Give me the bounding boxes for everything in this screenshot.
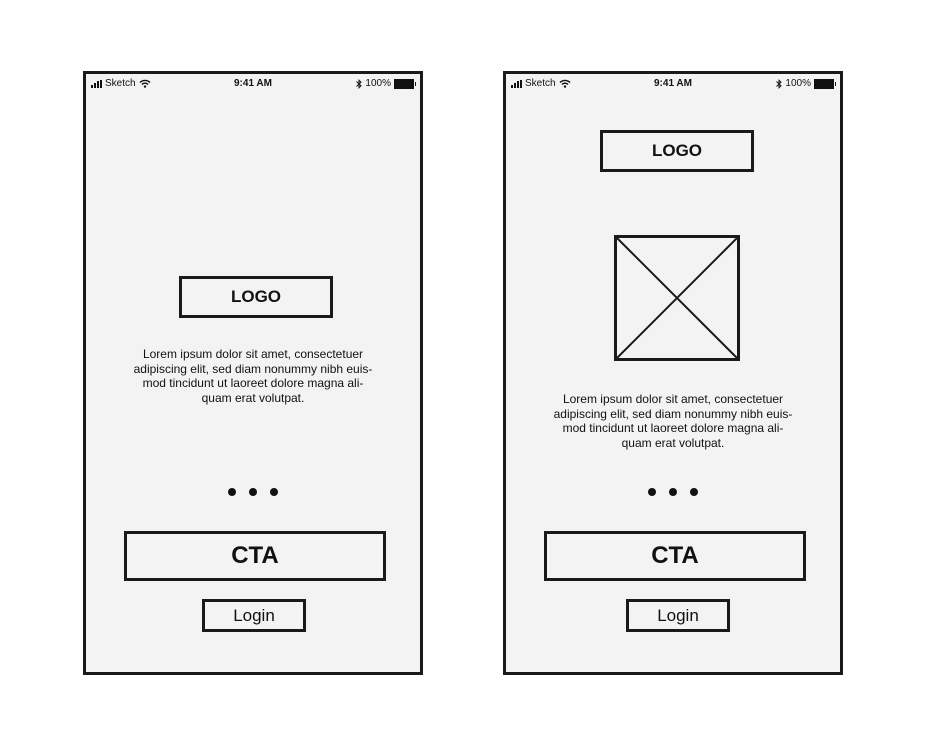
status-right-group bbox=[776, 78, 834, 89]
status-bar bbox=[86, 76, 420, 92]
paragraph-line: Lorem ipsum dolor sit amet, consectetuer bbox=[142, 347, 364, 361]
page-dot[interactable] bbox=[648, 488, 656, 496]
status-right-group bbox=[356, 78, 414, 89]
battery-icon bbox=[814, 79, 834, 89]
carrier-label: Sketch bbox=[525, 78, 556, 89]
paragraph-line: adipiscing elit, sed diam nonummy nibh euis- bbox=[133, 361, 373, 376]
page-dot[interactable] bbox=[270, 488, 278, 496]
phone-frame-left bbox=[83, 71, 423, 675]
paragraph-line: mod tincidunt ut laoreet dolore magna ali- bbox=[562, 421, 784, 435]
login-button[interactable]: Login bbox=[626, 599, 730, 632]
page-indicator[interactable] bbox=[86, 488, 420, 496]
paragraph-line: quam erat volutpat. bbox=[201, 390, 305, 405]
bluetooth-icon bbox=[776, 79, 782, 89]
page-dot[interactable] bbox=[690, 488, 698, 496]
status-time: 9:41 AM bbox=[234, 78, 272, 89]
cta-button[interactable]: CTA bbox=[124, 531, 386, 581]
logo-placeholder: LOGO bbox=[600, 130, 754, 172]
battery-percent: 100% bbox=[365, 78, 391, 89]
paragraph-line: adipiscing elit, sed diam nonummy nibh euis- bbox=[553, 406, 793, 421]
page-dot[interactable] bbox=[249, 488, 257, 496]
login-button[interactable]: Login bbox=[202, 599, 306, 632]
image-placeholder-icon bbox=[614, 235, 740, 361]
paragraph-line: quam erat volutpat. bbox=[621, 435, 725, 450]
status-bar bbox=[506, 76, 840, 92]
paragraph-line: mod tincidunt ut laoreet dolore magna ali- bbox=[142, 376, 364, 390]
cta-button[interactable]: CTA bbox=[544, 531, 806, 581]
phone-frame-right bbox=[503, 71, 843, 675]
body-paragraph bbox=[86, 347, 420, 405]
status-time: 9:41 AM bbox=[654, 78, 692, 89]
page-dot[interactable] bbox=[228, 488, 236, 496]
page-indicator[interactable] bbox=[506, 488, 840, 496]
battery-percent: 100% bbox=[785, 78, 811, 89]
paragraph-line: Lorem ipsum dolor sit amet, consectetuer bbox=[562, 392, 784, 406]
battery-icon bbox=[394, 79, 414, 89]
carrier-label: Sketch bbox=[105, 78, 136, 89]
logo-placeholder: LOGO bbox=[179, 276, 333, 318]
page-dot[interactable] bbox=[669, 488, 677, 496]
body-paragraph bbox=[506, 392, 840, 450]
bluetooth-icon bbox=[356, 79, 362, 89]
